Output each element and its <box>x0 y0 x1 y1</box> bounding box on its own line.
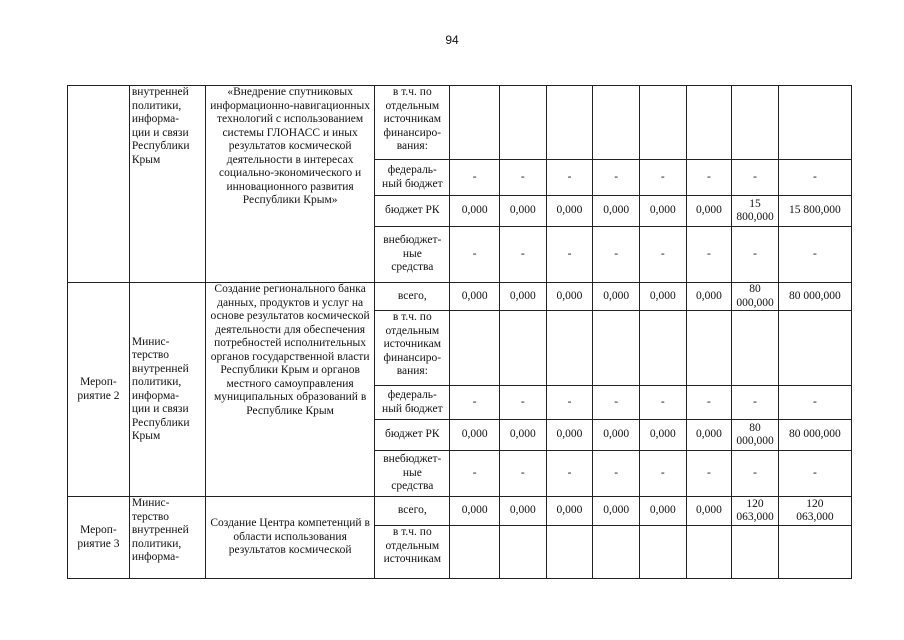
value-cell <box>450 526 500 579</box>
value-cell: - <box>732 451 779 497</box>
value-cell: - <box>450 227 500 283</box>
source-total-label: всего, <box>375 497 450 526</box>
value-cell: - <box>686 451 732 497</box>
value-cell: 0,000 <box>450 420 500 451</box>
table-row <box>68 86 852 160</box>
value-cell: 0,000 <box>546 420 593 451</box>
value-cell <box>732 311 779 386</box>
value-cell: 0,000 <box>500 420 547 451</box>
value-cell: 15 800,000 <box>732 196 779 227</box>
source-federal-label: федераль- ный бюджет <box>375 386 450 420</box>
value-cell <box>500 311 547 386</box>
value-cell: - <box>686 160 732 196</box>
page-number: 94 <box>445 33 459 47</box>
source-incl-label: в т.ч. по отдельным источникам финансиро- вания: <box>375 86 450 160</box>
budget-table <box>67 85 852 579</box>
value-cell: 120 063,000 <box>732 497 779 526</box>
value-cell: - <box>732 386 779 420</box>
value-cell: - <box>732 227 779 283</box>
value-cell: - <box>639 451 686 497</box>
value-cell: 0,000 <box>546 283 593 311</box>
measure-description: «Внедрение спутниковых информационно-навигационных технологий с использованием системы ГЛОНАСС и иных результатов космической деятельности в интересах социально-экономического и инновационного развития Республики Крым» <box>205 86 374 283</box>
value-cell: 80 000,000 <box>732 283 779 311</box>
measure-description: Создание регионального банка данных, продуктов и услуг на основе результатов космической деятельности для обеспечения потребностей исполнительных органов государственной власти Республики Крым и органов местного самоуправления муниципальных образований в Республике Крым <box>205 283 374 497</box>
table-row <box>68 283 852 311</box>
value-cell: - <box>546 386 593 420</box>
source-extra-label: внебюджет- ные средства <box>375 227 450 283</box>
value-cell: - <box>639 160 686 196</box>
value-cell: 0,000 <box>593 196 640 227</box>
source-incl-label: в т.ч. по отдельным источникам финансиро- вания: <box>375 311 450 386</box>
value-cell: - <box>593 451 640 497</box>
measure-description: Создание Центра компетенций в области использования результатов космической <box>205 497 374 579</box>
value-cell: 0,000 <box>546 196 593 227</box>
value-cell: - <box>732 160 779 196</box>
value-cell <box>450 86 500 160</box>
measure-name-cell: Мероп- риятие 2 <box>68 283 130 497</box>
value-cell <box>778 526 851 579</box>
value-cell: - <box>686 386 732 420</box>
value-cell: - <box>593 160 640 196</box>
value-cell: 0,000 <box>450 497 500 526</box>
value-cell: 0,000 <box>686 196 732 227</box>
value-cell <box>639 526 686 579</box>
value-cell: 0,000 <box>639 420 686 451</box>
value-cell: - <box>593 227 640 283</box>
value-cell <box>732 86 779 160</box>
value-cell: - <box>450 451 500 497</box>
value-cell: - <box>778 160 851 196</box>
value-cell: 80 000,000 <box>732 420 779 451</box>
source-incl-label: в т.ч. по отдельным источникам <box>375 526 450 579</box>
value-cell: 0,000 <box>593 283 640 311</box>
value-cell: - <box>500 451 547 497</box>
value-cell: 0,000 <box>593 420 640 451</box>
value-cell <box>639 311 686 386</box>
value-cell: 0,000 <box>686 420 732 451</box>
value-cell: - <box>546 451 593 497</box>
value-cell: - <box>639 227 686 283</box>
value-cell <box>778 86 851 160</box>
source-rk-label: бюджет РК <box>375 420 450 451</box>
value-cell <box>639 86 686 160</box>
value-cell: 120 063,000 <box>778 497 851 526</box>
executor-cell: Минис- терство внутренней политики, информа- ции и связи Республики Крым <box>129 283 205 497</box>
value-cell <box>593 311 640 386</box>
value-cell: - <box>778 451 851 497</box>
value-cell <box>593 86 640 160</box>
value-cell: - <box>778 386 851 420</box>
value-cell: - <box>546 160 593 196</box>
value-cell <box>450 311 500 386</box>
value-cell: - <box>500 160 547 196</box>
source-rk-label: бюджет РК <box>375 196 450 227</box>
value-cell: 0,000 <box>686 497 732 526</box>
value-cell <box>500 86 547 160</box>
value-cell <box>546 526 593 579</box>
value-cell: 0,000 <box>500 497 547 526</box>
value-cell: - <box>778 227 851 283</box>
value-cell <box>732 526 779 579</box>
value-cell <box>686 526 732 579</box>
value-cell <box>546 86 593 160</box>
value-cell: - <box>686 227 732 283</box>
source-total-label: всего, <box>375 283 450 311</box>
value-cell: 0,000 <box>450 283 500 311</box>
value-cell: - <box>500 227 547 283</box>
source-federal-label: федераль- ный бюджет <box>375 160 450 196</box>
value-cell: 0,000 <box>500 196 547 227</box>
executor-cell: внутренней политики, информа- ции и связи Республики Крым <box>129 86 205 283</box>
value-cell: 0,000 <box>639 283 686 311</box>
measure-name-cell: Мероп- риятие 3 <box>68 497 130 579</box>
value-cell: 80 000,000 <box>778 420 851 451</box>
value-cell: - <box>546 227 593 283</box>
value-cell: 0,000 <box>546 497 593 526</box>
value-cell: 0,000 <box>686 283 732 311</box>
executor-cell: Минис- терство внутренней политики, информа- <box>129 497 205 579</box>
value-cell: 0,000 <box>639 196 686 227</box>
value-cell <box>546 311 593 386</box>
value-cell: 80 000,000 <box>778 283 851 311</box>
value-cell <box>686 311 732 386</box>
source-extra-label: внебюджет- ные средства <box>375 451 450 497</box>
value-cell: 0,000 <box>639 497 686 526</box>
value-cell: - <box>593 386 640 420</box>
value-cell: - <box>450 386 500 420</box>
value-cell <box>778 311 851 386</box>
value-cell: - <box>500 386 547 420</box>
value-cell <box>686 86 732 160</box>
value-cell: 0,000 <box>500 283 547 311</box>
measure-name-cell <box>68 86 130 283</box>
value-cell <box>593 526 640 579</box>
value-cell: - <box>450 160 500 196</box>
value-cell: 0,000 <box>593 497 640 526</box>
value-cell <box>500 526 547 579</box>
value-cell: 15 800,000 <box>778 196 851 227</box>
value-cell: 0,000 <box>450 196 500 227</box>
table-row <box>68 497 852 526</box>
value-cell: - <box>639 386 686 420</box>
